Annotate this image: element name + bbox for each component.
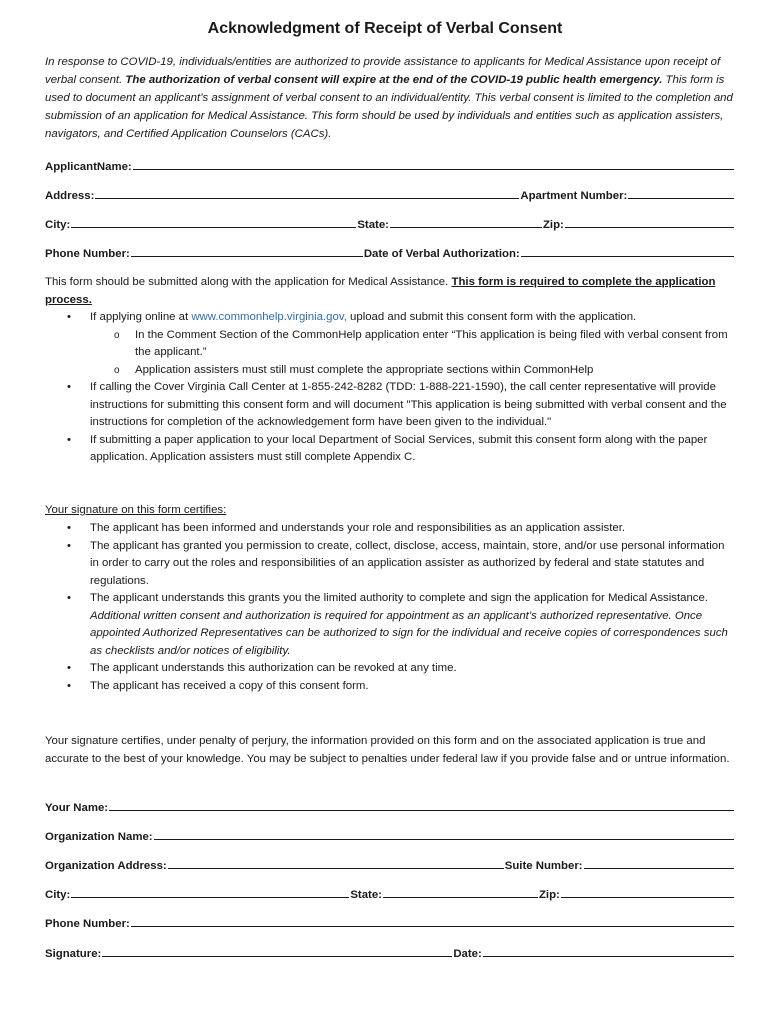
phone-label: Phone Number: <box>45 918 130 930</box>
your-name-row <box>45 798 735 816</box>
org-name-field[interactable] <box>154 827 734 840</box>
phone-field[interactable] <box>131 244 363 257</box>
signature-field[interactable] <box>102 944 452 957</box>
applicant-name-label: ApplicantName: <box>45 161 132 173</box>
your-name-field[interactable] <box>109 798 734 811</box>
applicant-phone-row <box>45 244 735 262</box>
intro-bold-text: The authorization of verbal consent will expire at the end of the COVID-19 public health emergency. <box>125 74 663 86</box>
city-label: City: <box>45 219 71 231</box>
list-item <box>45 309 735 379</box>
suite-number-label: Suite Number: <box>504 860 583 872</box>
zip-field[interactable] <box>565 215 734 228</box>
org-name-label: Organization Name: <box>45 831 153 843</box>
applicant-city-row <box>45 215 735 233</box>
org-address-label: Organization Address: <box>45 860 167 872</box>
perjury-paragraph: Your signature certifies, under penalty of perjury, the information provided on this form and on the associated application is true and accurate to the best of your knowledge. You may be subject to penalties under federal law if you provide false and or untrue information. <box>45 735 730 765</box>
state-field[interactable] <box>390 215 542 228</box>
date-verbal-label: Date of Verbal Authorization: <box>363 248 520 260</box>
item3-text: The applicant understands this grants you the limited authority to complete and sign the application for Medical Assistance. <box>90 592 708 604</box>
city-field[interactable] <box>71 885 349 898</box>
page-title: Acknowledgment of Receipt of Verbal Consent <box>207 20 563 37</box>
applicant-name-field[interactable] <box>133 157 734 170</box>
suite-number-field[interactable] <box>584 856 734 869</box>
sub-list-item: o In the Comment Section of the CommonHelp application enter “This application is being filed with verbal consent from the applicant.” <box>90 327 735 362</box>
list-item: • The applicant has granted you permission to create, collect, disclose, access, maintain, store, and/or use personal information in order to carry out the roles and responsibilities of an application assister as authorized by federal and state statutes and regulations. <box>45 538 735 591</box>
address-row <box>45 186 735 204</box>
date-field[interactable] <box>483 944 734 957</box>
address-label: Address: <box>45 190 95 202</box>
your-name-label: Your Name: <box>45 802 109 814</box>
intro-text-2: This form is used to document an applicant’s assignment of verbal consent to an individual/entity. This verbal consent is limited to the completion and submission of an application for Medical Assistance. This form should be used by individuals and entities such as application assisters, navigators, and Certified Application Counselors (CACs). <box>45 74 733 140</box>
date-label: Date: <box>453 948 482 960</box>
city-label: City: <box>45 889 71 901</box>
zip-label: Zip: <box>542 219 564 231</box>
submission-paragraph <box>45 274 735 309</box>
bullet1-text-post: upload and submit this consent form with the application. <box>346 311 637 323</box>
zip-field[interactable] <box>561 885 734 898</box>
intro-paragraph <box>45 53 735 143</box>
intro-text-1: In response to COVID-19, individuals/entities are authorized to provide assistance to applicants for Medical Assistance upon receipt of verbal consent. <box>45 56 721 86</box>
list-item: • If submitting a paper application to your local Department of Social Services, submit this consent form along with the paper application. Application assisters must still complete Appendix C. <box>45 432 735 467</box>
date-verbal-field[interactable] <box>521 244 734 257</box>
phone-field[interactable] <box>131 914 734 927</box>
org-name-row <box>45 827 735 845</box>
state-label: State: <box>357 219 389 231</box>
certifies-list <box>45 520 735 695</box>
certifies-heading-text: Your signature on this form certifies: <box>45 504 227 516</box>
zip-label: Zip: <box>538 889 560 901</box>
applicant-name-row <box>45 157 735 175</box>
org-address-row <box>45 856 735 874</box>
item3-italic-text: Additional written consent and authorization is required for appointment as an applicant’s authorized representative. Once appointed Authorized Representatives can be authorized to sign for the individual and receive copies of correspondences such as checklists and/or notices of eligibility. <box>90 609 728 657</box>
list-item: • The applicant has been informed and understands your role and responsibilities as an application assister. <box>45 520 735 538</box>
address-field[interactable] <box>95 186 519 199</box>
phone-label: Phone Number: <box>45 248 130 260</box>
certifies-heading <box>45 502 735 520</box>
state-label: State: <box>350 889 382 901</box>
city-field[interactable] <box>71 215 356 228</box>
commonhelp-link[interactable]: www.commonhelp.virginia.gov, <box>191 311 347 323</box>
sub-list <box>90 327 735 380</box>
apartment-number-field[interactable] <box>628 186 734 199</box>
required-text: This form is required to complete the application process. <box>45 276 716 306</box>
apartment-number-label: Apartment Number: <box>520 190 628 202</box>
list-item: • The applicant has received a copy of this consent form. <box>45 678 735 696</box>
sub-list-item: o Application assisters must still must complete the appropriate sections within CommonHelp <box>90 362 735 380</box>
submission-text: This form should be submitted along with the application for Medical Assistance. <box>45 276 452 288</box>
assister-phone-row <box>45 914 735 932</box>
list-item: • The applicant understands this authorization can be revoked at any time. <box>45 660 735 678</box>
list-item: • If calling the Cover Virginia Call Center at 1-855-242-8282 (TDD: 1-888-221-1590), the call center representative will provide instructions for submitting this consent form and will document "This application is being submitted with verbal consent and the instructions for completion of the acknowledgement form have been given to the individual." <box>45 379 735 432</box>
list-item <box>45 590 735 660</box>
signature-label: Signature: <box>45 948 102 960</box>
state-field[interactable] <box>383 885 538 898</box>
org-address-field[interactable] <box>168 856 504 869</box>
assister-city-row <box>45 885 735 903</box>
signature-row <box>45 944 735 962</box>
bullet1-text-pre: If applying online at <box>90 311 192 323</box>
submission-list <box>45 309 735 467</box>
